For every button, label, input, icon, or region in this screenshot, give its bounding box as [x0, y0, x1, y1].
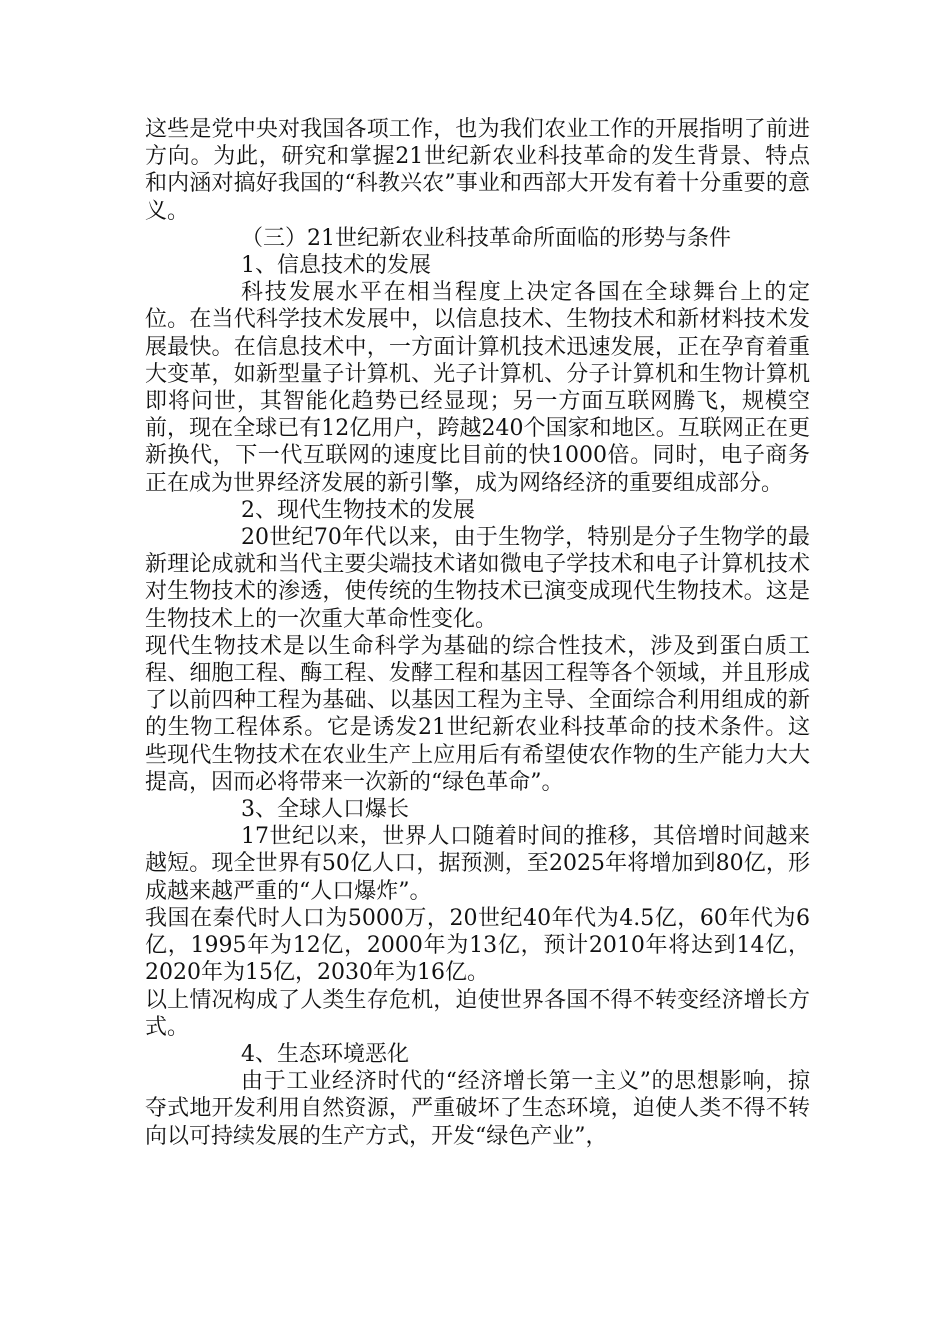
paragraph-population-china: 我国在秦代时人口为5000万，20世纪40年代为4.5亿，60年代为6亿，1995年为12亿，2000年为13亿，预计2010年将达到14亿，2020年为15亿，2030年为16亿。 — [145, 905, 810, 986]
paragraph-population-crisis: 以上情况构成了人类生存危机，迫使世界各国不得不转变经济增长方式。 — [145, 987, 810, 1040]
subheading-ecology: 4、生态环境恶化 — [241, 1041, 409, 1067]
subheading-population: 3、全球人口爆长 — [241, 797, 409, 823]
paragraph-biotech-history: 20世纪70年代以来，由于生物学，特别是分子生物学的最新理论成就和当代主要尖端技术诸如微电子学技术和电子计算机技术对生物技术的渗透，使传统的生物技术已演变成现代生物技术。这是生物技术上的一次重大革命性变化。 — [145, 525, 810, 632]
document-page — [145, 116, 810, 1150]
subheading-biotech: 2、现代生物技术的发展 — [241, 497, 475, 523]
paragraph-info-tech: 科技发展水平在相当程度上决定各国在全球舞台上的定位。在当代科学技术发展中，以信息技术、生物技术和新材料技术发展最快。在信息技术中，一方面计算机技术迅速发展，正在孕育着重大变革，如新型量子计算机、光子计算机、分子计算机和生物计算机即将问世，其智能化趋势已经显现；另一方面互联网腾飞，规模空前，现在全球已有12亿用户，跨越240个国家和地区。互联网正在更新换代，下一代互联网的速度比目前的快1000倍。同时，电子商务正在成为世界经济发展的新引擎，成为网络经济的重要组成部分。 — [145, 280, 810, 496]
paragraph-intro: 这些是党中央对我国各项工作，也为我们农业工作的开展指明了前进方向。为此，研究和掌握21世纪新农业科技革命的发生背景、特点和内涵对搞好我国的“科教兴农”事业和西部大开发有着十分重要的意义。 — [145, 117, 810, 224]
section-heading-3: （三）21世纪新农业科技革命所面临的形势与条件 — [241, 225, 731, 251]
paragraph-ecology: 由于工业经济时代的“经济增长第一主义”的思想影响，掠夺式地开发利用自然资源，严重破坏了生态环境，迫使人类不得不转向以可持续发展的生产方式，开发“绿色产业”， — [145, 1069, 810, 1149]
paragraph-biotech-modern: 现代生物技术是以生命科学为基础的综合性技术，涉及到蛋白质工程、细胞工程、酶工程、发酵工程和基因工程等各个领域，并且形成了以前四种工程为基础、以基因工程为主导、全面综合利用组成的新的生物工程体系。它是诱发21世纪新农业科技革命的技术条件。这些现代生物技术在农业生产上应用后有希望使农作物的生产能力大大提高，因而必将带来一次新的“绿色革命”。 — [145, 633, 810, 795]
paragraph-population-world: 17世纪以来，世界人口随着时间的推移，其倍增时间越来越短。现全世界有50亿人口，据预测，至2025年将增加到80亿，形成越来越严重的“人口爆炸”。 — [145, 824, 810, 904]
subheading-info-tech: 1、信息技术的发展 — [241, 253, 431, 279]
